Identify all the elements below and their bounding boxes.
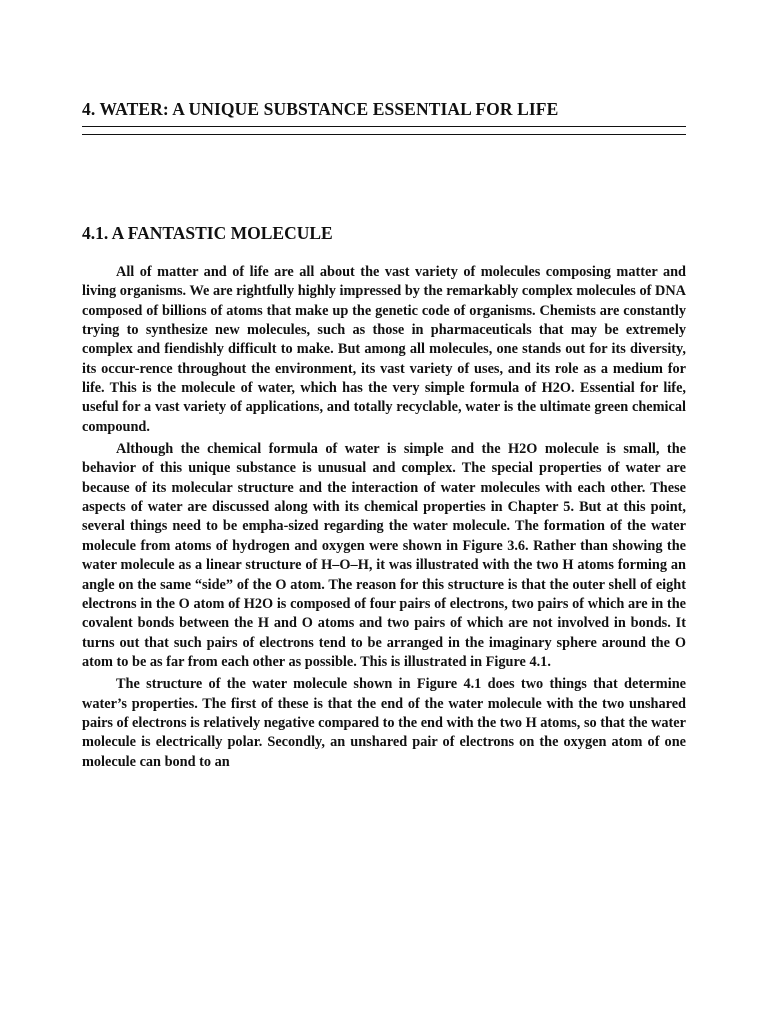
title-rule-top	[82, 126, 686, 127]
section-title: 4.1. A FANTASTIC MOLECULE	[82, 223, 333, 243]
paragraph-1: All of matter and of life are all about the vast variety of molecules composing matter and living organisms. We are rightfully highly impressed by the remarkably complex molecules of DNA composed of billions of atoms that make up the genetic code of organisms. Chemists are constantly trying to synthesize new molecules, such as those in pharmaceuticals that may be extremely complex and fiendishly difficult to make. But among all molecules, one stands out for its diversity, its occur-rence throughout the environment, its vast variety of uses, and its role as a medium for life. This is the molecule of water, which has the very simple formula of H2O. Essential for life, useful for a vast variety of applications, and totally recyclable, water is the ultimate green chemical compound.	[82, 264, 686, 435]
body-text	[82, 263, 686, 772]
title-rule-bottom	[82, 134, 686, 135]
paragraph-3: The structure of the water molecule shown in Figure 4.1 does two things that determine water’s properties. The first of these is that the end of the water molecule with the two unshared pairs of electrons is relatively negative compared to the end with the two H atoms, so that the water molecule is electrically polar. Secondly, an unshared pair of electrons on the oxygen atom of one molecule can bond to an	[82, 676, 686, 770]
chapter-title: 4. WATER: A UNIQUE SUBSTANCE ESSENTIAL FOR LIFE	[82, 99, 559, 119]
paragraph-2: Although the chemical formula of water is simple and the H2O molecule is small, the behavior of this unique substance is unusual and complex. The special properties of water are because of its molecular structure and the interaction of water molecules with each other. These aspects of water are discussed along with its chemical properties in Chapter 5. But at this point, several things need to be empha-sized regarding the water molecule. The formation of the water molecule from atoms of hydrogen and oxygen were shown in Figure 3.6. Rather than showing the water molecule as a linear structure of H–O–H, it was illustrated with the two H atoms forming an angle on the same “side” of the O atom. The reason for this structure is that the outer shell of eight electrons in the O atom of H2O is composed of four pairs of electrons, two pairs of which are in the covalent bonds between the H and O atoms and two pairs of which are not involved in bonds. It turns out that such pairs of electrons tend to be arranged in the imaginary sphere around the O atom to be as far from each other as possible. This is illustrated in Figure 4.1.	[82, 441, 686, 670]
